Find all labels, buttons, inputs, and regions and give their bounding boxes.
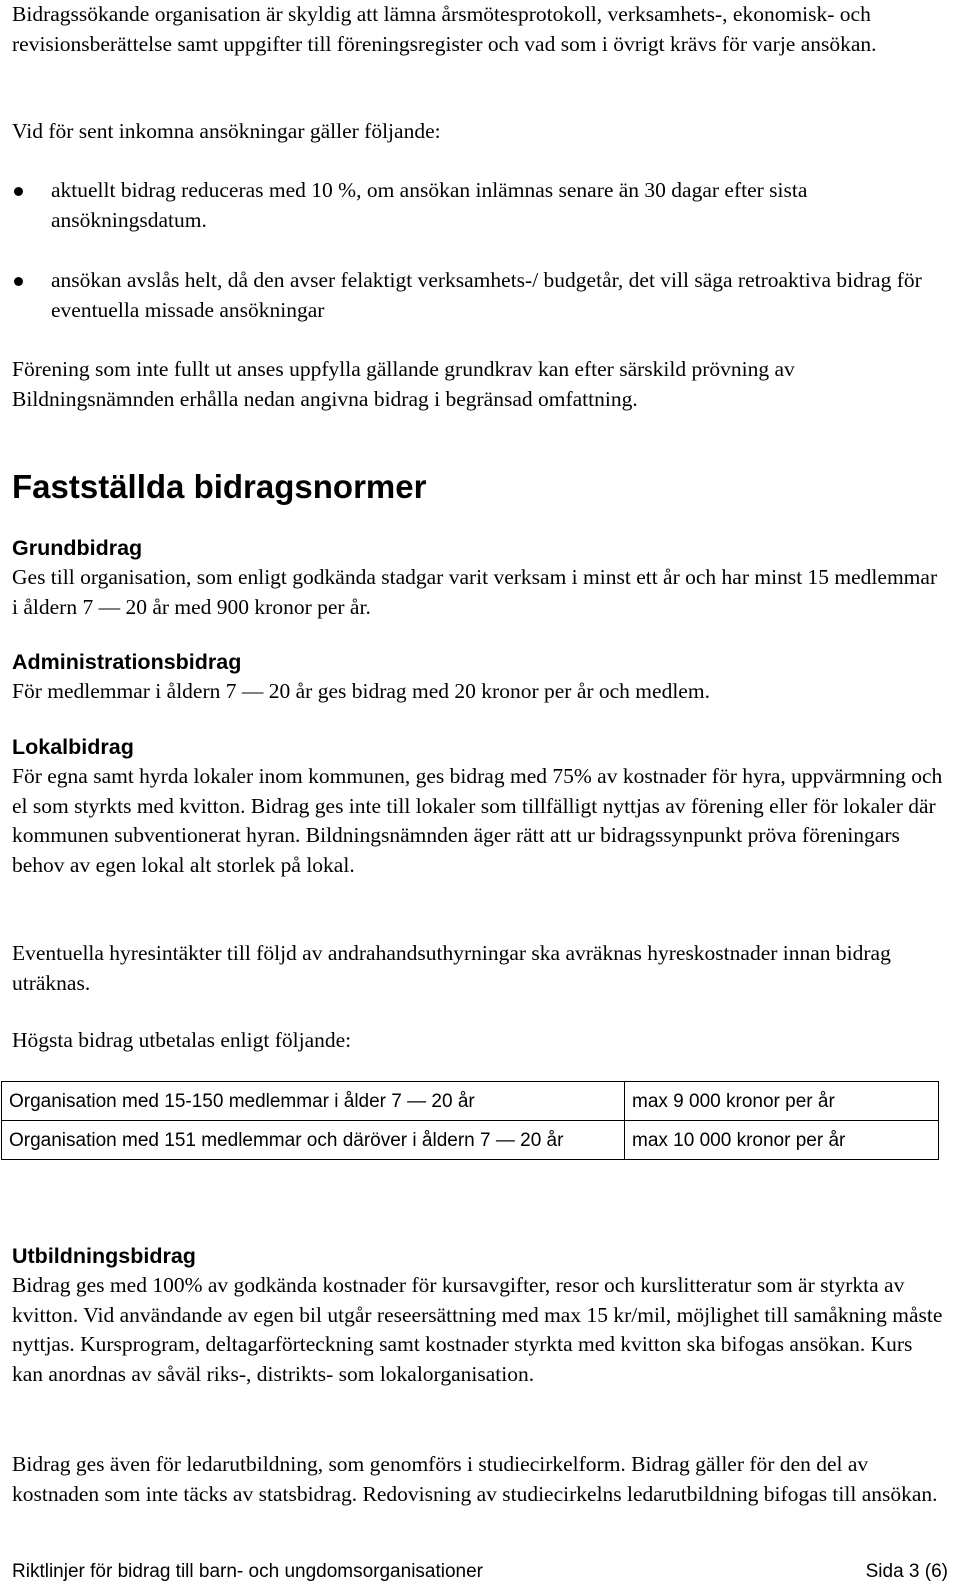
table-row [2, 1082, 939, 1121]
intro-paragraph-requirements: Bidragssökande organisation är skyldig att lämna årsmötesprotokoll, verksamhets-, ekonomisk- och revisionsberättelse samt uppgifter till föreningsregister och vad som i övrigt krävs för varje ansökan. [12, 2, 877, 56]
table-cell-label: Organisation med 151 medlemmar och däröver i åldern 7 — 20 år [2, 1121, 625, 1160]
admin-text: För medlemmar i åldern 7 — 20 år ges bidrag med 20 kronor per år och medlem. [12, 679, 710, 703]
bullet-icon [14, 277, 23, 286]
utbildning-heading: Utbildningsbidrag [12, 1244, 196, 1268]
max-grant-table [1, 1081, 939, 1160]
footer-title: Riktlinjer för bidrag till barn- och ungdomsorganisationer [12, 1561, 484, 1582]
intro-paragraph-special-review: Förening som inte fullt ut anses uppfylla gällande grundkrav kan efter särskild prövning av Bildningsnämnden erhålla nedan angivna bidrag i begränsad omfattning. [12, 357, 795, 411]
page-number: Sida 3 (6) [865, 1561, 948, 1582]
lokal-max-intro: Högsta bidrag utbetalas enligt följande: [12, 1028, 352, 1052]
table-cell-amount: max 10 000 kronor per år [625, 1121, 939, 1160]
intro-paragraph-late: Vid för sent inkomna ansökningar gäller följande: [12, 119, 441, 143]
table-cell-label: Organisation med 15-150 medlemmar i ålder 7 — 20 år [2, 1082, 625, 1121]
bullet-item-reduction [12, 176, 948, 235]
section-heading: Fastställda bidragsnormer [12, 468, 427, 505]
bullet-item-rejection [12, 266, 948, 325]
table-row [2, 1121, 939, 1160]
lokal-rental-text: Eventuella hyresintäkter till följd av andrahandsuthyrningar ska avräknas hyreskostnader innan bidrag uträknas. [12, 941, 891, 995]
utbildning-text: Bidrag ges med 100% av godkända kostnader för kursavgifter, resor och kurslitteratur som är styrkta av kvitton. Vid användande av egen bil utgår reseersättning med max 15 kr/mil, möjlighet till samåkning måste nyttjas. Kursprogram, deltagarförteckning samt kostnader styrkta med kvitton ska bifogas ansökan. Kurs kan anordnas av såväl riks-, distrikts- som lokalorganisation. [12, 1273, 943, 1387]
bullet-text: ansökan avslås helt, då den avser felaktigt verksamhets-/ budgetår, det vill säga retroaktiva bidrag för eventuella missade ansökningar [51, 268, 922, 322]
admin-heading: Administrationsbidrag [12, 650, 242, 674]
table-cell-amount: max 9 000 kronor per år [625, 1082, 939, 1121]
page-footer [12, 1560, 948, 1584]
lokal-heading: Lokalbidrag [12, 735, 134, 759]
bullet-icon [14, 187, 23, 196]
grundbidrag-heading: Grundbidrag [12, 536, 143, 560]
utbildning-leader-text: Bidrag ges även för ledarutbildning, som genomförs i studiecirkelform. Bidrag gäller för den del av kostnaden som inte täcks av statsbidrag. Redovisning av studiecirkelns ledarutbildning bifogas till ansökan. [12, 1452, 938, 1506]
bullet-text: aktuellt bidrag reduceras med 10 %, om ansökan inlämnas senare än 30 dagar efter sista ansökningsdatum. [51, 178, 808, 232]
lokal-text: För egna samt hyrda lokaler inom kommunen, ges bidrag med 75% av kostnader för hyra, uppvärmning och el som styrkts med kvitton. Bidrag ges inte till lokaler som tillfälligt nyttjas av förening eller för lokaler där kommunen subventionerat hyran. Bildningsnämnden äger rätt att ur bidragssynpunkt pröva föreningars behov av egen lokal alt storlek på lokal. [12, 764, 943, 878]
grundbidrag-text: Ges till organisation, som enligt godkända stadgar varit verksam i minst ett år och har minst 15 medlemmar i åldern 7 — 20 år med 900 kronor per år. [12, 565, 938, 619]
